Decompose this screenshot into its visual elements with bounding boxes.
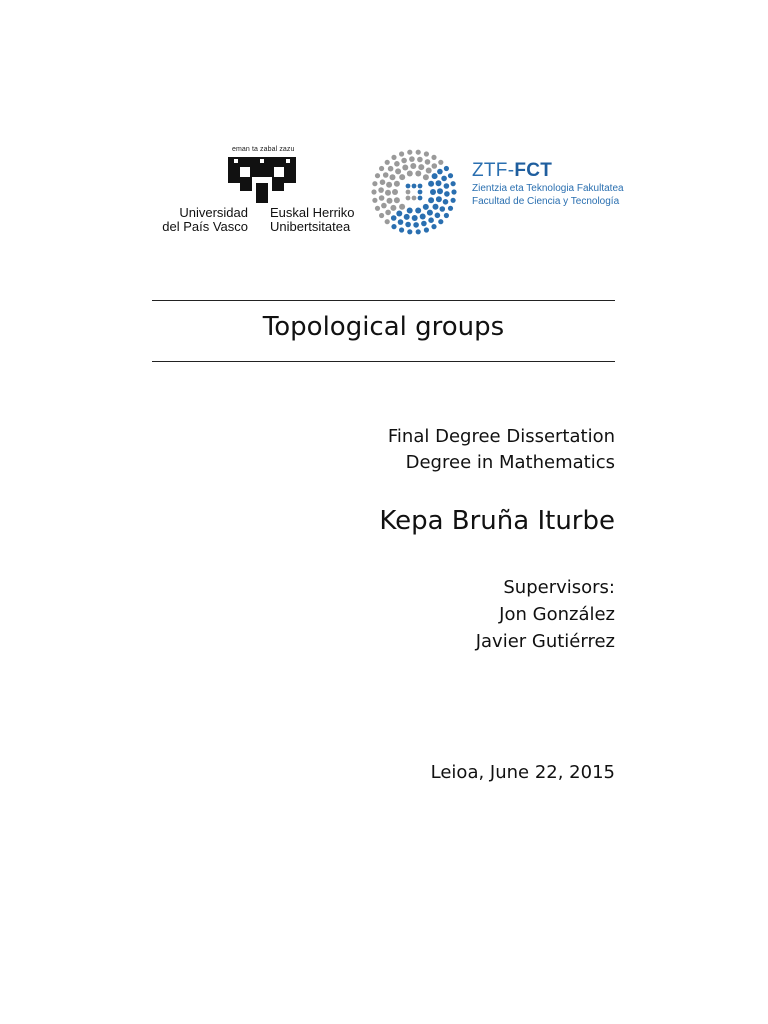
ztf-emblem-dot (418, 164, 424, 170)
ztf-emblem-dot (433, 204, 439, 210)
supervisors-heading: Supervisors: (503, 577, 615, 598)
ztf-emblem-dot (385, 190, 391, 196)
upv-name-eu-line1: Euskal Herriko (270, 205, 355, 220)
ztf-emblem-dot (399, 151, 404, 156)
ztf-emblem-dot (381, 203, 387, 209)
ztf-emblem-dot (436, 196, 442, 202)
ztf-emblem-dot (432, 163, 438, 169)
ztf-emblem-dot (451, 181, 456, 186)
ztf-dots-emblem-icon (368, 148, 460, 236)
ztf-emblem-dot (426, 168, 432, 174)
upv-emblem-icon (228, 155, 296, 203)
ztf-emblem-dot (451, 189, 456, 194)
supervisor-name: Jon González (499, 604, 615, 625)
ztf-emblem-dot (417, 157, 423, 163)
ztf-emblem-dot (390, 205, 396, 211)
supervisor-name: Javier Gutiérrez (475, 631, 615, 652)
ztf-emblem-dot (378, 187, 384, 193)
ztf-emblem-dot (423, 204, 429, 210)
ztf-emblem-dot (421, 221, 427, 227)
ztf-emblem-dot (444, 191, 450, 197)
ztf-emblem-dot (372, 198, 377, 203)
ztf-emblem-dot (431, 224, 436, 229)
author-name: Kepa Bruña Iturbe (379, 506, 615, 536)
ztf-emblem-dot (394, 181, 400, 187)
ztf-emblem-dot (392, 189, 398, 195)
ztf-emblem-dot (420, 214, 426, 220)
document-title: Topological groups (262, 312, 505, 342)
ztf-subtitle (472, 182, 624, 208)
ztf-emblem-dot (404, 214, 410, 220)
ztf-emblem-dot (387, 198, 393, 204)
ztf-emblem-dot (391, 155, 396, 160)
ztf-emblem-dot (405, 222, 411, 228)
ztf-emblem-dot (406, 196, 411, 201)
ztf-emblem-dot (412, 184, 417, 189)
ztf-emblem-dot (448, 173, 453, 178)
ztf-emblem-dot (413, 222, 419, 228)
ztf-emblem-dot (407, 229, 412, 234)
ztf-subtitle-line1: Zientzia eta Teknologia Fakultatea (472, 183, 624, 194)
ztf-emblem-dot (375, 206, 380, 211)
degree-name: Degree in Mathematics (405, 452, 615, 473)
upv-name-es-line1: Universidad (179, 205, 248, 220)
ztf-emblem-dot (440, 206, 446, 212)
ztf-emblem-dot (388, 166, 394, 172)
ztf-emblem-dot (390, 174, 396, 180)
ztf-emblem-dot (415, 171, 421, 177)
ztf-emblem-dot (438, 219, 443, 224)
place-date: Leioa, June 22, 2015 (430, 762, 615, 783)
ztf-emblem-dot (379, 195, 385, 201)
title-rule-top (152, 300, 615, 301)
ztf-emblem-dot (441, 176, 447, 182)
dissertation-info (388, 424, 615, 476)
ztf-emblem-dot (406, 184, 411, 189)
ztf-emblem-dot (375, 173, 380, 178)
ztf-emblem-dot (423, 174, 429, 180)
ztf-emblem-dot (412, 196, 417, 201)
ztf-emblem-dot (443, 199, 449, 205)
ztf-emblem-dot (418, 184, 423, 189)
ztf-emblem-dot (418, 196, 423, 201)
upv-name-eu-line2: Unibertsitatea (270, 219, 351, 234)
ztf-emblem-dot (444, 213, 449, 218)
ztf-emblem-dot (407, 171, 413, 177)
ztf-emblem-dot (398, 219, 404, 225)
ztf-emblem-dot (444, 166, 449, 171)
ztf-emblem-dot (401, 158, 407, 164)
ztf-emblem-dot (424, 151, 429, 156)
ztf-emblem-dot (394, 197, 400, 203)
title-rule-bottom (152, 361, 615, 362)
ztf-emblem-dot (436, 180, 442, 186)
ztf-emblem-dot (386, 182, 392, 188)
ztf-emblem-dot (418, 190, 423, 195)
ztf-emblem-dot (428, 181, 434, 187)
dissertation-type: Final Degree Dissertation (387, 426, 615, 447)
ztf-subtitle-line2: Facultad de Ciencia y Tecnología (472, 196, 620, 207)
ztf-emblem-dot (394, 161, 400, 167)
ztf-emblem-dot (435, 213, 441, 219)
ztf-emblem-dot (438, 160, 443, 165)
ztf-emblem-dot (372, 181, 377, 186)
upv-motto: eman ta zabal zazu (232, 146, 295, 153)
ztf-emblem-dot (444, 183, 450, 189)
upv-name-es-line2: del País Vasco (162, 219, 248, 234)
ztf-emblem-dot (380, 179, 386, 185)
ztf-emblem-dot (416, 229, 421, 234)
ztf-emblem-dot (371, 189, 376, 194)
ztf-emblem-dot (399, 174, 405, 180)
ztf-emblem-dot (430, 189, 436, 195)
ztf-emblem-dot (428, 217, 434, 223)
supervisors-block (476, 574, 615, 655)
ztf-emblem-dot (431, 155, 436, 160)
ztf-emblem-dot (428, 197, 434, 203)
ztf-emblem-dot (391, 224, 396, 229)
ztf-emblem-dot (406, 190, 411, 195)
ztf-emblem-dot (425, 159, 431, 165)
ztf-emblem-dot (396, 211, 402, 217)
ztf-emblem-dot (410, 163, 416, 169)
ztf-emblem-dot (424, 227, 429, 232)
ztf-emblem-dot (407, 150, 412, 155)
ztf-emblem-dot (416, 150, 421, 155)
ztf-emblem-dot (437, 188, 443, 194)
ztf-emblem-dot (402, 165, 408, 171)
ztf-emblem-dot (412, 215, 418, 221)
ztf-emblem-dot (448, 206, 453, 211)
upv-name-spanish (156, 206, 248, 234)
ztf-emblem-dot (385, 160, 390, 165)
ztf-emblem-dot (379, 166, 384, 171)
ztf-emblem-dot (383, 172, 389, 178)
ztf-title (472, 160, 552, 182)
upv-name-basque (270, 206, 355, 234)
ztf-emblem-dot (432, 173, 438, 179)
ztf-emblem-dot (407, 208, 413, 214)
ztf-emblem-dot (379, 213, 384, 218)
ztf-emblem-dot (399, 227, 404, 232)
ztf-title-bold: FCT (514, 160, 553, 181)
ztf-emblem-dot (391, 215, 397, 221)
ztf-emblem-dot (385, 219, 390, 224)
ztf-emblem-dot (427, 210, 433, 216)
ztf-emblem-dot (399, 204, 405, 210)
ztf-title-plain: ZTF- (472, 160, 515, 181)
ztf-emblem-dot (451, 198, 456, 203)
ztf-emblem-dot (437, 169, 443, 175)
ztf-emblem-dot (415, 208, 421, 214)
ztf-emblem-dot (409, 156, 415, 162)
ztf-emblem-dot (385, 210, 391, 216)
ztf-emblem-dot (395, 168, 401, 174)
